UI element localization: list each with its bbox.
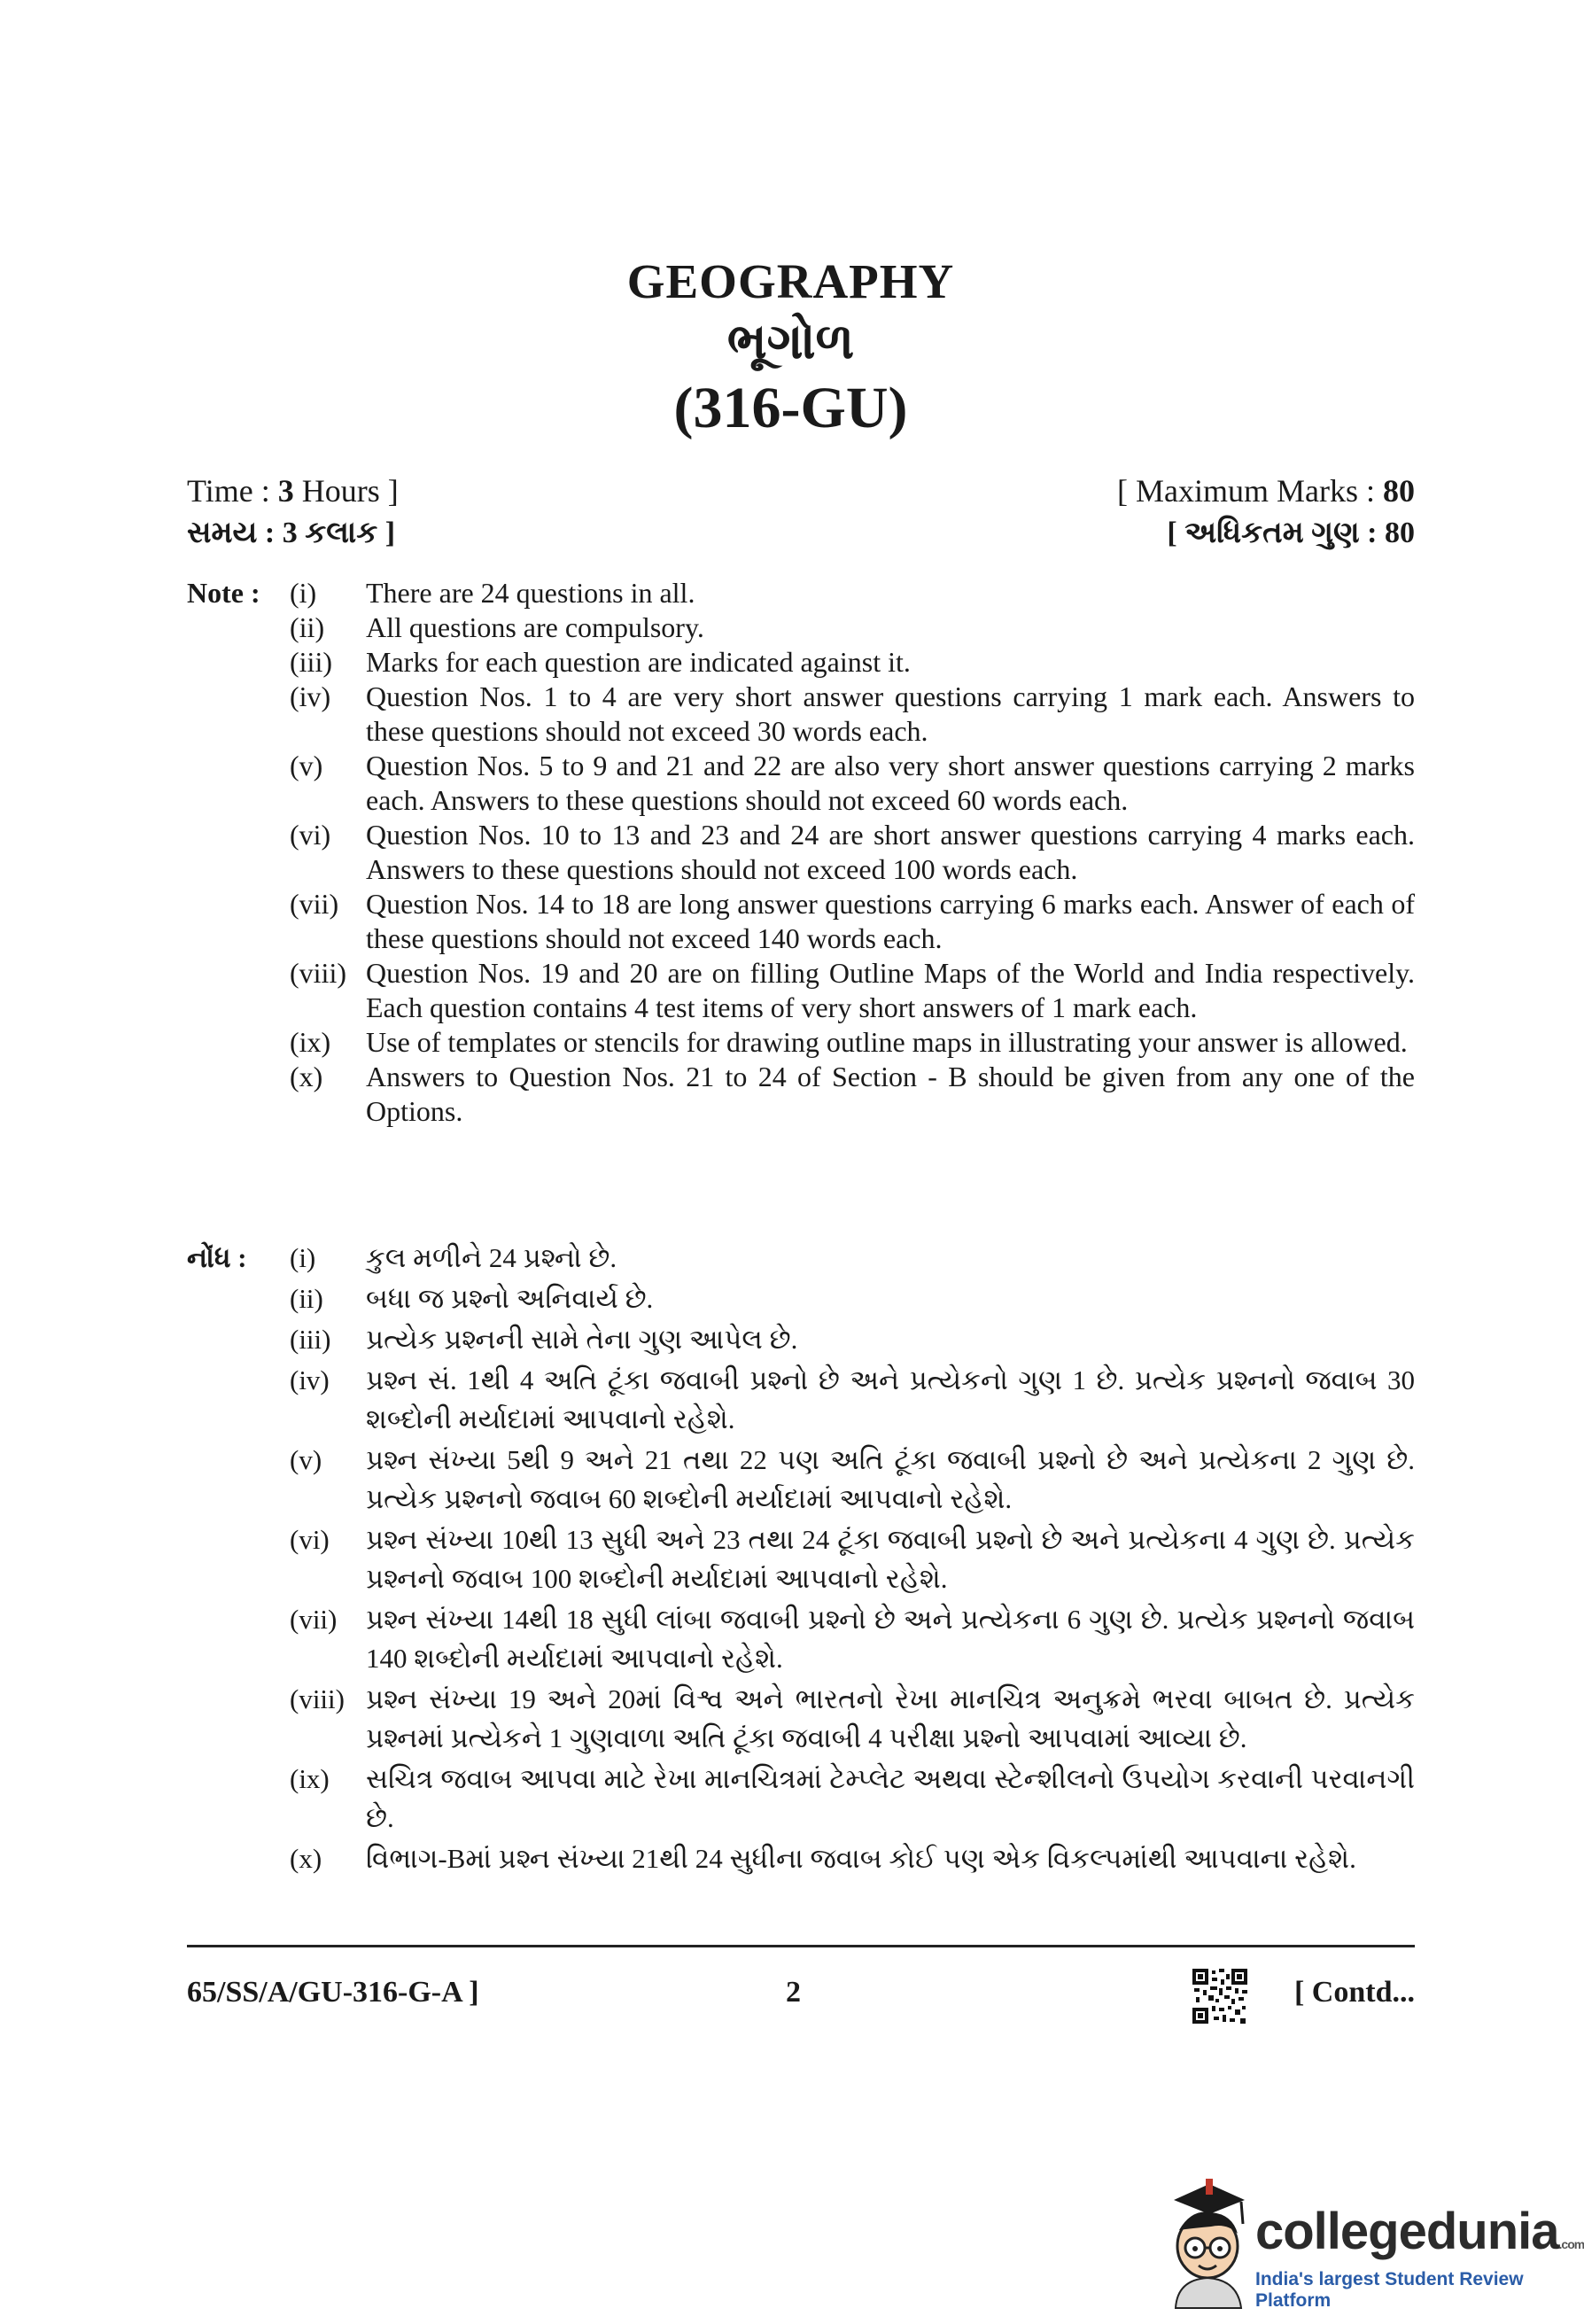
time-gu: સમય : 3 કલાક ] [187,517,396,549]
note-gu-text: પ્રત્યેક પ્રશ્નની સામે તેના ગુણ આપેલ છે. [366,1324,798,1355]
note-en-text: Question Nos. 14 to 18 are long answer questions carrying 6 marks each. Answer of each of these questions should not exceed 140 words each. [366,888,1415,954]
note-en-item [187,1060,1415,1129]
page-footer [187,1969,1415,2022]
note-en-item [187,818,1415,887]
note-gu-item [187,1361,1415,1439]
note-en-num: (ix) [290,1026,331,1058]
brand-name-text: collegedunia [1255,2203,1559,2260]
paper-code: 65/SS/A/GU-316-G-A ] [187,1976,479,2009]
note-en-item [187,576,1415,610]
note-gu-text: પ્રશ્ન સંખ્યા 19 અને 20માં વિશ્વ અને ભારતનો રેખા માનચિત્ર અનુક્રમે ભરવા બાબત છે. પ્રત્યેક પ્રશ્નમાં પ્રત્યેકને 1 ગુણવાળા અતિ ટૂંકા જવાબી 4 પરીક્ષા પ્રશ્નો આપવામાં આવ્યા છે. [366,1683,1415,1753]
note-gu-item [187,1839,1415,1878]
collegedunia-watermark [1156,2175,1584,2311]
note-gu-item [187,1600,1415,1678]
note-en-item [187,956,1415,1025]
student-mascot-icon [1156,2175,1254,2308]
note-en-label: Note : [187,577,260,609]
note-gu-label: નોંધ : [187,1242,247,1273]
note-gu-text: પ્રશ્ન સં. 1થી 4 અતિ ટૂંકા જવાબી પ્રશ્નો છે અને પ્રત્યેકનો ગુણ 1 છે. પ્રત્યેક પ્રશ્નનો જવાબ 30 શબ્દોની મર્યાદામાં આપવાનો રહેશે. [366,1364,1415,1434]
subject-title-en: GEOGRAPHY [626,254,955,308]
note-en-text: Question Nos. 10 to 13 and 23 and 24 are short answer questions carrying 4 marks each. Answers to these questions should not exceed 100 words each. [366,819,1415,885]
continued-label: [ Contd... [1293,1976,1415,2009]
brand-suffix: .com [1558,2237,1584,2251]
note-en-item [187,645,1415,680]
note-en-num: (x) [290,1061,323,1092]
note-gu-item [187,1441,1415,1519]
note-gu-text: સચિત્ર જવાબ આપવા માટે રેખા માનચિત્રમાં ટેમ્પ્લેટ અથવા સ્ટેન્શીલનો ઉપયોગ કરવાની પરવાનગી છે. [366,1763,1415,1833]
max-marks-en [1117,471,1415,510]
note-en-text: Question Nos. 1 to 4 are very short answer questions carrying 1 mark each. Answers to these questions should not exceed 30 words each. [366,680,1415,747]
note-gu [187,1239,1415,1880]
note-gu-num: (i) [290,1242,316,1273]
note-en-text: Answers to Question Nos. 21 to 24 of Section - B should be given from any one of the Options. [366,1061,1415,1127]
note-gu-item [187,1520,1415,1598]
time-en [187,471,399,510]
time-en-prefix: Time : [187,473,278,509]
note-gu-text: બધા જ પ્રશ્નો અનિવાર્ય છે. [366,1283,654,1314]
max-marks-en-prefix: [ Maximum Marks : [1117,473,1383,509]
brand-name [1255,2202,1584,2261]
note-gu-item [187,1239,1415,1278]
note-gu-item [187,1320,1415,1359]
note-en-item [187,1025,1415,1060]
note-en-num: (viii) [290,957,346,989]
note-gu-num: (v) [290,1444,322,1475]
note-en-text: All questions are compulsory. [366,611,704,643]
note-en-num: (iv) [290,680,331,712]
note-gu-text: કુલ મળીને 24 પ્રશ્નો છે. [366,1242,617,1273]
note-en [187,576,1415,1129]
note-en-text: Use of templates or stencils for drawing outline maps in illustrating your answer is allowed. [366,1026,1408,1058]
note-gu-text: પ્રશ્ન સંખ્યા 14થી 18 સુધી લાંબા જવાબી પ્રશ્નો છે અને પ્રત્યેકના 6 ગુણ છે. પ્રત્યેક પ્રશ્નનો જવાબ 140 શબ્દોની મર્યાદામાં આપવાનો રહેશે. [366,1604,1415,1674]
subject-title-gu: ભૂગોળ [726,315,855,369]
note-en-num: (ii) [290,611,325,643]
note-gu-num: (vi) [290,1524,330,1555]
note-gu-num: (iii) [290,1324,331,1355]
note-gu-text: વિભાગ-Bમાં પ્રશ્ન સંખ્યા 21થી 24 સુધીના જવાબ કોઈ પણ એક વિકલ્પમાંથી આપવાના રહેશે. [366,1843,1356,1874]
note-en-num: (vii) [290,888,339,920]
note-en-text: Question Nos. 19 and 20 are on filling Outline Maps of the World and India respectively. Each question contains 4 test items of very short answers of 1 mark each. [366,957,1415,1023]
note-gu-num: (ix) [290,1763,330,1794]
footer-divider [187,1945,1415,1947]
note-gu-num: (iv) [290,1364,330,1395]
meta-row-gu [187,514,1415,553]
note-en-text: There are 24 questions in all. [366,577,695,609]
time-en-suffix: Hours ] [293,473,399,509]
note-gu-num: (ii) [290,1283,323,1314]
note-en-num: (iii) [290,646,332,678]
note-gu-num: (vii) [290,1604,338,1635]
subject-code: (316-GU) [673,376,908,440]
note-gu-item [187,1680,1415,1758]
note-en-text: Marks for each question are indicated against it. [366,646,911,678]
note-gu-text: પ્રશ્ન સંખ્યા 5થી 9 અને 21 તથા 22 પણ અતિ ટૂંકા જવાબી પ્રશ્નો છે અને પ્રત્યેકના 2 ગુણ છે. પ્રત્યેક પ્રશ્નનો જવાબ 60 શબ્દોની મર્યાદામાં આપવાનો રહેશે. [366,1444,1415,1514]
note-en-item [187,887,1415,956]
note-en-text: Question Nos. 5 to 9 and 21 and 22 are also very short answer questions carrying 2 marks each. Answers to these questions should not exceed 60 words each. [366,750,1415,816]
note-en-num: (v) [290,750,323,781]
max-marks-en-value: 80 [1383,473,1415,509]
brand-tagline: India's largest Student Review Platform [1255,2269,1524,2311]
meta-row-en [187,471,1415,510]
note-gu-num: (viii) [290,1683,345,1714]
note-gu-item [187,1760,1415,1838]
note-gu-text: પ્રશ્ન સંખ્યા 10થી 13 સુધી અને 23 તથા 24 ટૂંકા જવાબી પ્રશ્નો છે અને પ્રત્યેકના 4 ગુણ છે. પ્રત્યેક પ્રશ્નનો જવાબ 100 શબ્દોની મર્યાદામાં આપવાનો રહેશે. [366,1524,1415,1594]
note-en-item [187,749,1415,818]
time-en-value: 3 [277,473,294,509]
max-marks-gu: [ અધિકતમ ગુણ : 80 [1167,517,1415,549]
note-en-num: (i) [290,577,317,609]
note-en-item [187,610,1415,645]
qr-code-icon [1192,1969,1247,2024]
note-en-item [187,680,1415,749]
page-number: 2 [786,1976,801,2009]
note-gu-num: (x) [290,1843,322,1874]
note-en-num: (vi) [290,819,331,851]
note-gu-item [187,1279,1415,1318]
title-block [0,253,1581,444]
